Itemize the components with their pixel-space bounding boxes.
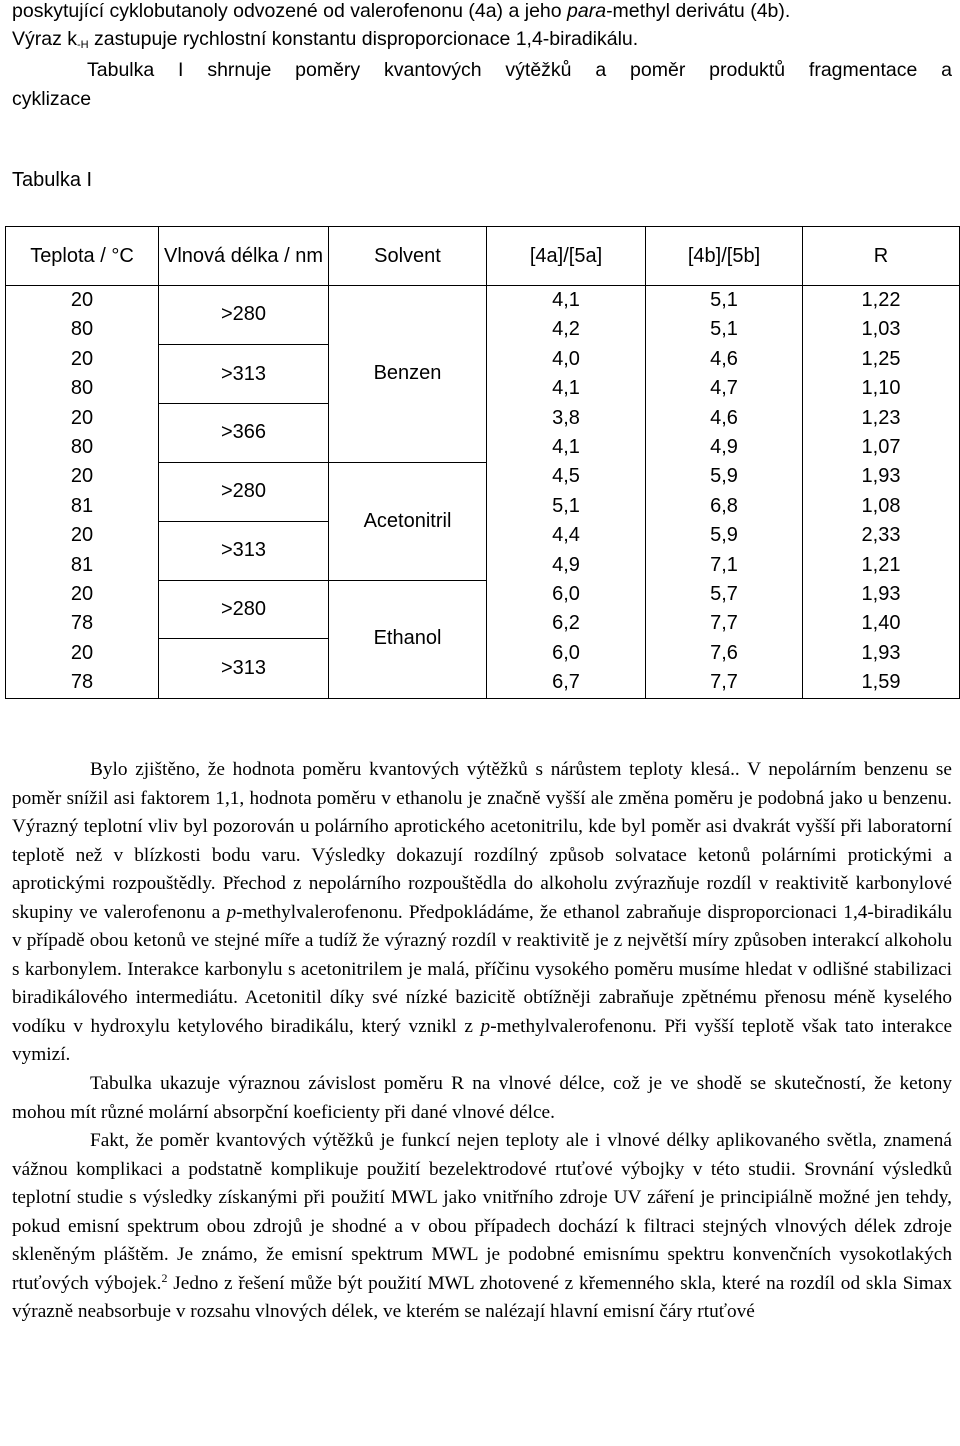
intro-line-3-text: Tabulka I shrnuje poměry kvantových výtěžků a poměr produktů fragmentace a: [87, 59, 952, 81]
cell-solvent: Acetonitril: [329, 462, 487, 580]
para-prefix-italic: p: [226, 901, 237, 923]
cell-wavelength: >366: [159, 404, 329, 463]
cell-4a-5a: 5,1: [487, 492, 646, 521]
header-4a-5a: [4a]/[5a]: [487, 227, 646, 286]
intro-line-3: [12, 56, 952, 84]
paragraph-mwl-part-2: Jedno z řešení může být použití MWL zhotovené z křemenného skla, které na rozdíl od skla Simax výrazně neabsorbuje v rozsahu vlnových délek, ve kterém se nalézají hlavní emisní čáry rtuťové: [12, 1272, 952, 1323]
intro-line-1-text: poskytující cyklobutanoly odvozené od valerofenonu (4a) a jeho para-methyl derivátu (4b).: [12, 0, 791, 22]
cell-4b-5b: 7,6: [646, 639, 803, 668]
cell-4b-5b: 5,1: [646, 315, 803, 344]
cell-4b-5b: 5,7: [646, 580, 803, 609]
cell-4b-5b: 6,8: [646, 492, 803, 521]
cell-teplota: 20: [6, 580, 159, 609]
cell-4b-5b: 5,9: [646, 521, 803, 550]
table-row: [6, 580, 960, 609]
table-row: [6, 286, 960, 316]
cell-4a-5a: 6,2: [487, 609, 646, 638]
paragraph-results-part-3: -methylvalerofenonu. Při vyšší teplotě však tato interakce vymizí.: [12, 1015, 952, 1066]
cell-wavelength: >313: [159, 345, 329, 404]
cell-4b-5b: 5,1: [646, 286, 803, 316]
cell-4a-5a: 4,9: [487, 551, 646, 580]
intro-line-2: [12, 25, 638, 59]
cell-r: 1,10: [803, 374, 960, 403]
cell-4a-5a: 4,0: [487, 345, 646, 374]
cell-solvent: Benzen: [329, 286, 487, 463]
cell-4b-5b: 4,9: [646, 433, 803, 462]
cell-4a-5a: 4,2: [487, 315, 646, 344]
cell-teplota: 80: [6, 433, 159, 462]
cell-wavelength: >313: [159, 639, 329, 698]
paragraph-mwl: [12, 1127, 952, 1327]
cell-4a-5a: 6,7: [487, 668, 646, 698]
paragraph-results-part-1: Bylo zjištěno, že hodnota poměru kvantových výtěžků s nárůstem teploty klesá.. V nepolárním benzenu se poměr snížil asi faktorem 1,1, hodnota poměru v ethanolu je značně vyšší ale změna poměru je podobná jako u benzenu. Výrazný teplotní vliv byl pozorován u polárního aprotického acetonitrilu, kde byl poměr asi dvakrát vyšší při laboratorní teplotě než v blízkosti bodu varu. Výsledky dokazují rozdílný způsob solvatace ketonů polárními protickými a aprotickými rozpouštědly. Přechod z nepolárního rozpouštědla do alkoholu zvýrazňuje rozdíl v reaktivitě karbonylové skupiny ve valerofenonu a: [12, 759, 952, 923]
intro-line-1: [12, 0, 790, 25]
cell-r: 1,93: [803, 580, 960, 609]
cell-teplota: 78: [6, 609, 159, 638]
paragraph-wavelength: Tabulka ukazuje výraznou závislost poměru R na vlnové délce, což je ve shodě se skutečností, že ketony mohou mít různé molární absorpční koeficienty při dané vlnové délce.: [12, 1073, 952, 1123]
cell-r: 1,07: [803, 433, 960, 462]
cell-r: 1,93: [803, 462, 960, 491]
cell-4a-5a: 4,4: [487, 521, 646, 550]
header-vlnova-delka: Vlnová délka / nm: [159, 227, 329, 286]
rate-constant-subscript: -H: [77, 39, 89, 51]
header-solvent: Solvent: [329, 227, 487, 286]
table-header-row: [6, 227, 960, 286]
cell-teplota: 20: [6, 462, 159, 491]
cell-4b-5b: 4,7: [646, 374, 803, 403]
paragraph-results-part-2: -methylvalerofenonu. Předpokládáme, že ethanol zabraňuje disproporcionaci 1,4-biradikálu v případě obou ketonů ve stejné míře a tudíž že výrazný rozdíl v reaktivitě je z největší míry způsoben interakcí alkoholu s karbonylem. Interakce karbonylu s acetonitrilem je malá, příčinu vysokého poměru musíme hledat v odlišné stabilizaci biradikálového intermediátu. Acetonitil díky své nízké bazicitě obtížněji zabraňuje zpětnému přenosu méně kyselého vodíku v hydroxylu ketylového biradikálu, který vznikl z: [12, 901, 952, 1037]
header-4b-5b: [4b]/[5b]: [646, 227, 803, 286]
cell-teplota: 20: [6, 639, 159, 668]
intro-line-4: [12, 85, 91, 113]
cell-4b-5b: 7,7: [646, 668, 803, 698]
cell-4b-5b: 7,7: [646, 609, 803, 638]
intro-line-2-pre: Výraz k: [12, 28, 78, 50]
cell-4b-5b: 7,1: [646, 551, 803, 580]
cell-4a-5a: 4,1: [487, 433, 646, 462]
cell-teplota: 78: [6, 668, 159, 698]
cell-r: 1,25: [803, 345, 960, 374]
cell-4a-5a: 6,0: [487, 639, 646, 668]
reference-superscript: 2: [161, 1270, 168, 1285]
cell-r: 1,03: [803, 315, 960, 344]
cell-teplota: 81: [6, 492, 159, 521]
cell-4b-5b: 5,9: [646, 462, 803, 491]
cell-4b-5b: 4,6: [646, 404, 803, 433]
cell-r: 1,21: [803, 551, 960, 580]
header-teplota: Teplota / °C: [6, 227, 159, 286]
header-r: R: [803, 227, 960, 286]
cell-wavelength: >313: [159, 521, 329, 580]
cell-teplota: 20: [6, 345, 159, 374]
cell-r: 1,22: [803, 286, 960, 316]
cell-r: 1,08: [803, 492, 960, 521]
cell-solvent: Ethanol: [329, 580, 487, 698]
cell-r: 1,23: [803, 404, 960, 433]
table-caption: Tabulka I: [12, 169, 93, 191]
cell-4b-5b: 4,6: [646, 345, 803, 374]
cell-r: 1,93: [803, 639, 960, 668]
body-text: [12, 756, 952, 1327]
cell-4a-5a: 3,8: [487, 404, 646, 433]
cell-4a-5a: 6,0: [487, 580, 646, 609]
cell-teplota: 20: [6, 521, 159, 550]
cell-teplota: 80: [6, 374, 159, 403]
cell-teplota: 20: [6, 286, 159, 316]
cell-4a-5a: 4,5: [487, 462, 646, 491]
cell-r: 1,40: [803, 609, 960, 638]
intro-line-2-post: zastupuje rychlostní konstantu disproporcionace 1,4-biradikálu.: [88, 28, 639, 50]
paragraph-results: [12, 756, 952, 1070]
cell-r: 1,59: [803, 668, 960, 698]
cell-wavelength: >280: [159, 580, 329, 639]
cell-wavelength: >280: [159, 462, 329, 521]
cell-teplota: 80: [6, 315, 159, 344]
cell-teplota: 20: [6, 404, 159, 433]
para-prefix-italic: p: [480, 1015, 491, 1037]
cell-wavelength: >280: [159, 286, 329, 345]
cell-r: 2,33: [803, 521, 960, 550]
cell-4a-5a: 4,1: [487, 286, 646, 316]
intro-line-4-text: cyklizace: [12, 88, 92, 110]
table-row: [6, 462, 960, 491]
cell-4a-5a: 4,1: [487, 374, 646, 403]
results-table: [5, 226, 960, 699]
paragraph-mwl-part-1: Fakt, že poměr kvantových výtěžků je funkcí nejen teploty ale i vlnové délky aplikovaného světla, znamená vážnou komplikaci a podstatně komplikuje použití bezelektrodové rtuťové výbojky v této studii. Srovnání výsledků teplotní studie s výsledky získanými při použití MWL jako vnitřního zdroje UV záření je principiálně možné jen tehdy, pokud emisní spektrum obou zdrojů je shodné a v obou případech dochází k filtraci stejných vlnových délek zdroje skleněným pláštěm. Je známo, že emisní spektrum MWL je podobné emisnímu spektru konvenčních vysokotlakých rtuťových výbojek.: [12, 1130, 952, 1294]
cell-teplota: 81: [6, 551, 159, 580]
